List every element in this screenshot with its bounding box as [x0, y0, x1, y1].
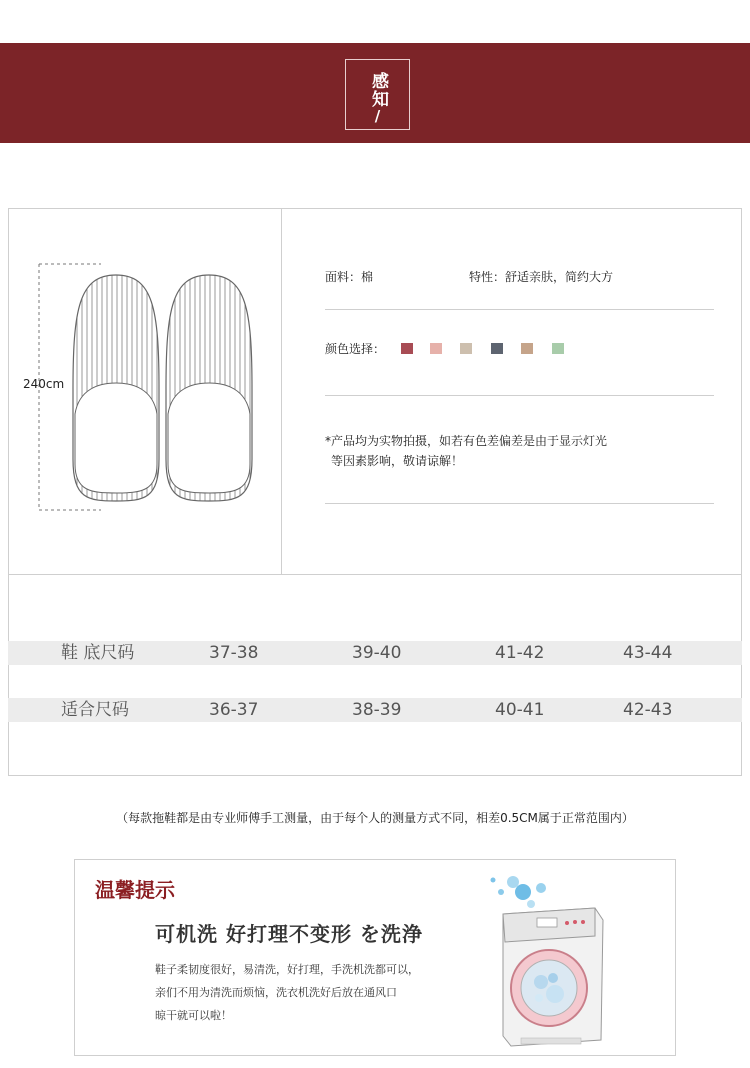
frame-divider-horizontal: [9, 574, 741, 575]
header-banner: [0, 43, 750, 143]
slipper-icon: [9, 209, 281, 574]
washing-machine-icon: [483, 870, 613, 1052]
slipper-illustration-panel: [9, 209, 281, 574]
tip-headline: 可机洗 好打理不变形 を洗浄: [155, 922, 423, 946]
size-value: 36-37: [209, 700, 259, 720]
disclaimer-line-1: *产品均为实物拍摄，如若有色差偏差是由于显示灯光: [325, 434, 608, 448]
banner-title: 感知: [368, 72, 388, 108]
color-swatch[interactable]: [460, 343, 472, 354]
size-table-row: [8, 641, 742, 665]
color-swatch[interactable]: [430, 343, 442, 354]
size-row-label: 鞋 底尺码: [61, 643, 135, 663]
size-value: 37-38: [209, 643, 259, 663]
frame-divider-vertical: [281, 209, 282, 574]
banner-slash: /: [374, 107, 381, 125]
material-text: 面料：棉: [325, 270, 374, 284]
color-label: 颜色选择：: [325, 342, 386, 356]
size-value: 39-40: [352, 643, 402, 663]
tip-body-line: 晾干就可以啦！: [155, 1009, 232, 1022]
info-divider: [325, 503, 714, 504]
measurement-note: （每款拖鞋都是由专业师傅手工测量，由于每个人的测量方式不同，相差0.5CM属于正常范围内）: [116, 811, 634, 825]
product-info-frame: [8, 208, 742, 776]
info-divider: [325, 309, 714, 310]
tip-title: 温馨提示: [95, 878, 175, 902]
size-value: 41-42: [495, 643, 545, 663]
size-length-label: 240cm: [23, 377, 65, 391]
color-swatch[interactable]: [401, 343, 413, 354]
tip-body-line: 鞋子柔韧度很好，易清洗，好打理，手洗机洗都可以，: [155, 963, 419, 976]
size-table-row: [8, 698, 742, 722]
color-swatch[interactable]: [491, 343, 503, 354]
disclaimer-line-2: 等因素影响，敬请谅解！: [331, 454, 464, 468]
size-value: 40-41: [495, 700, 545, 720]
size-value: 42-43: [623, 700, 673, 720]
feature-text: 特性：舒适亲肤，简约大方: [469, 270, 614, 284]
color-swatch[interactable]: [552, 343, 564, 354]
tip-body: [155, 958, 419, 1027]
banner-title-box: [345, 59, 410, 130]
care-tip-box: [74, 859, 676, 1056]
color-swatch[interactable]: [521, 343, 533, 354]
size-value: 38-39: [352, 700, 402, 720]
tip-body-line: 亲们不用为清洗而烦恼，洗衣机洗好后放在通风口: [155, 986, 397, 999]
info-divider: [325, 395, 714, 396]
size-row-label: 适合尺码: [61, 700, 129, 720]
size-value: 43-44: [623, 643, 673, 663]
